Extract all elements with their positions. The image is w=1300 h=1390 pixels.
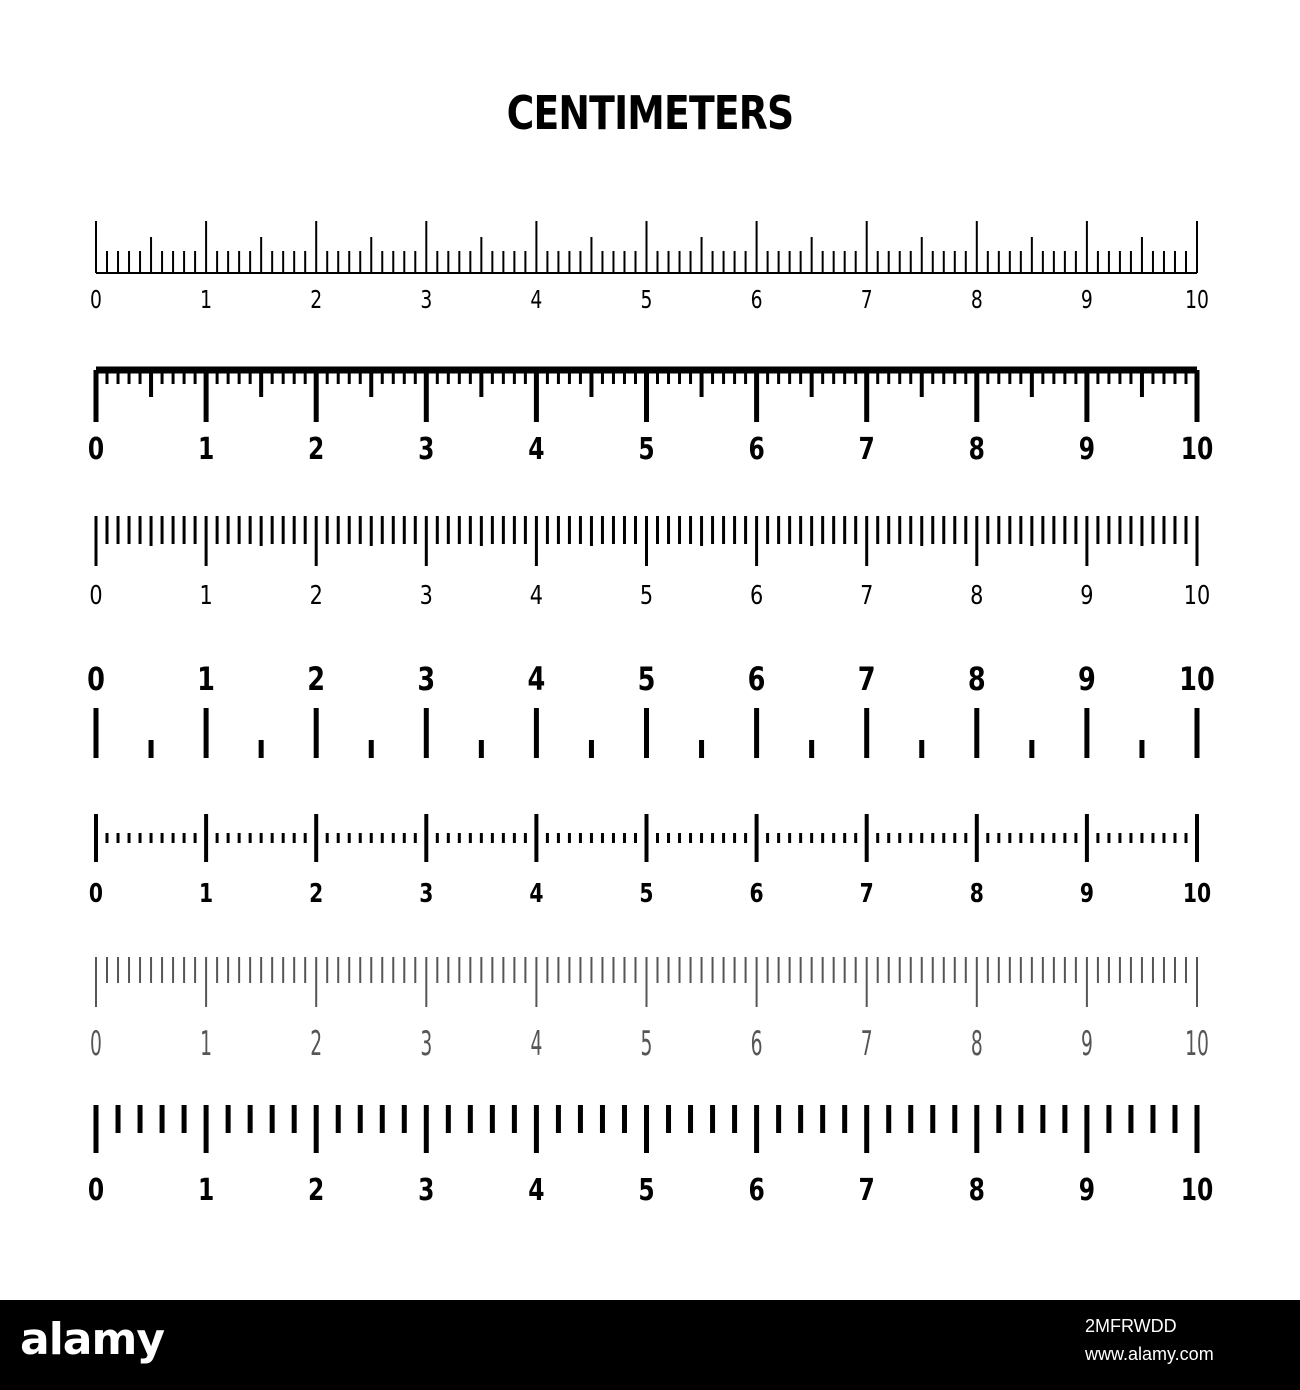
tick-label-5: 5 [640, 285, 653, 315]
tick-label-10: 10 [1180, 432, 1214, 467]
tick-label-8: 8 [970, 285, 983, 315]
tick-label-1: 1 [199, 579, 213, 611]
tick-label-8: 8 [968, 432, 985, 467]
footer-url: www.alamy.com [1085, 1344, 1214, 1364]
tick-label-2: 2 [310, 285, 323, 315]
tick-label-7: 7 [860, 285, 873, 315]
tick-label-6: 6 [749, 579, 764, 611]
tick-label-2: 2 [309, 579, 323, 611]
ruler-3 [89, 516, 1210, 611]
tick-label-3: 3 [420, 1025, 433, 1064]
tick-label-3: 3 [420, 285, 433, 315]
tick-label-7: 7 [860, 579, 874, 611]
tick-label-8: 8 [967, 660, 986, 698]
tick-label-1: 1 [200, 285, 213, 315]
tick-label-8: 8 [970, 1025, 983, 1064]
ruler-4 [87, 660, 1215, 758]
tick-label-4: 4 [529, 878, 544, 909]
tick-label-3: 3 [418, 432, 435, 467]
tick-label-5: 5 [637, 660, 656, 698]
tick-label-6: 6 [750, 285, 763, 315]
tick-label-6: 6 [750, 1025, 763, 1064]
tick-label-6: 6 [747, 660, 766, 698]
tick-label-2: 2 [309, 878, 324, 909]
tick-label-4: 4 [527, 660, 546, 698]
tick-label-7: 7 [857, 660, 876, 698]
image-id: 2MFRWDD [1085, 1316, 1177, 1336]
tick-label-2: 2 [308, 1173, 325, 1208]
tick-label-5: 5 [638, 1173, 655, 1208]
ruler-5 [89, 814, 1211, 909]
tick-label-0: 0 [88, 878, 104, 909]
tick-label-8: 8 [968, 1173, 985, 1208]
tick-label-4: 4 [530, 1025, 543, 1064]
tick-label-8: 8 [969, 878, 984, 909]
tick-label-0: 0 [87, 1173, 105, 1208]
tick-label-1: 1 [197, 660, 216, 698]
tick-label-1: 1 [199, 878, 214, 909]
tick-label-0: 0 [90, 285, 102, 315]
tick-label-0: 0 [87, 660, 105, 698]
tick-label-10: 10 [1182, 878, 1212, 909]
tick-label-3: 3 [419, 579, 433, 611]
tick-label-9: 9 [1080, 579, 1094, 611]
tick-label-9: 9 [1080, 1025, 1093, 1064]
tick-label-10: 10 [1180, 1173, 1214, 1208]
tick-label-0: 0 [89, 579, 103, 611]
tick-label-6: 6 [748, 432, 765, 467]
page-title: CENTIMETERS [506, 86, 794, 140]
tick-label-10: 10 [1185, 1025, 1209, 1064]
tick-label-4: 4 [528, 432, 545, 467]
tick-label-1: 1 [197, 432, 215, 467]
tick-label-3: 3 [418, 1173, 435, 1208]
tick-label-7: 7 [858, 432, 875, 467]
tick-label-7: 7 [859, 878, 874, 909]
tick-label-5: 5 [639, 579, 654, 611]
tick-label-1: 1 [197, 1173, 215, 1208]
tick-label-5: 5 [640, 1025, 653, 1064]
tick-label-10: 10 [1185, 285, 1209, 315]
tick-label-7: 7 [860, 1025, 873, 1064]
tick-label-6: 6 [748, 1173, 765, 1208]
tick-label-9: 9 [1080, 285, 1093, 315]
tick-label-5: 5 [638, 432, 655, 467]
tick-label-3: 3 [419, 878, 434, 909]
tick-label-4: 4 [529, 579, 544, 611]
ruler-2 [88, 370, 1213, 467]
tick-label-9: 9 [1077, 660, 1096, 698]
tick-label-0: 0 [87, 432, 105, 467]
tick-label-9: 9 [1078, 432, 1096, 467]
tick-label-3: 3 [417, 660, 436, 698]
tick-label-9: 9 [1078, 1173, 1096, 1208]
ruler-6 [90, 957, 1209, 1064]
tick-label-9: 9 [1079, 878, 1094, 909]
tick-label-10: 10 [1179, 660, 1215, 698]
alamy-logo: alamy [20, 1314, 164, 1365]
footer-bar [0, 1300, 1300, 1390]
tick-label-2: 2 [308, 432, 325, 467]
tick-label-1: 1 [200, 1025, 213, 1064]
tick-label-5: 5 [639, 878, 654, 909]
tick-label-7: 7 [858, 1173, 875, 1208]
tick-label-4: 4 [530, 285, 543, 315]
tick-label-2: 2 [310, 1025, 323, 1064]
tick-label-4: 4 [528, 1173, 545, 1208]
ruler-7 [88, 1105, 1213, 1208]
tick-label-8: 8 [970, 579, 984, 611]
tick-label-6: 6 [749, 878, 764, 909]
tick-label-10: 10 [1183, 579, 1211, 611]
tick-label-0: 0 [90, 1025, 102, 1064]
ruler-1 [90, 221, 1209, 315]
tick-label-2: 2 [307, 660, 326, 698]
